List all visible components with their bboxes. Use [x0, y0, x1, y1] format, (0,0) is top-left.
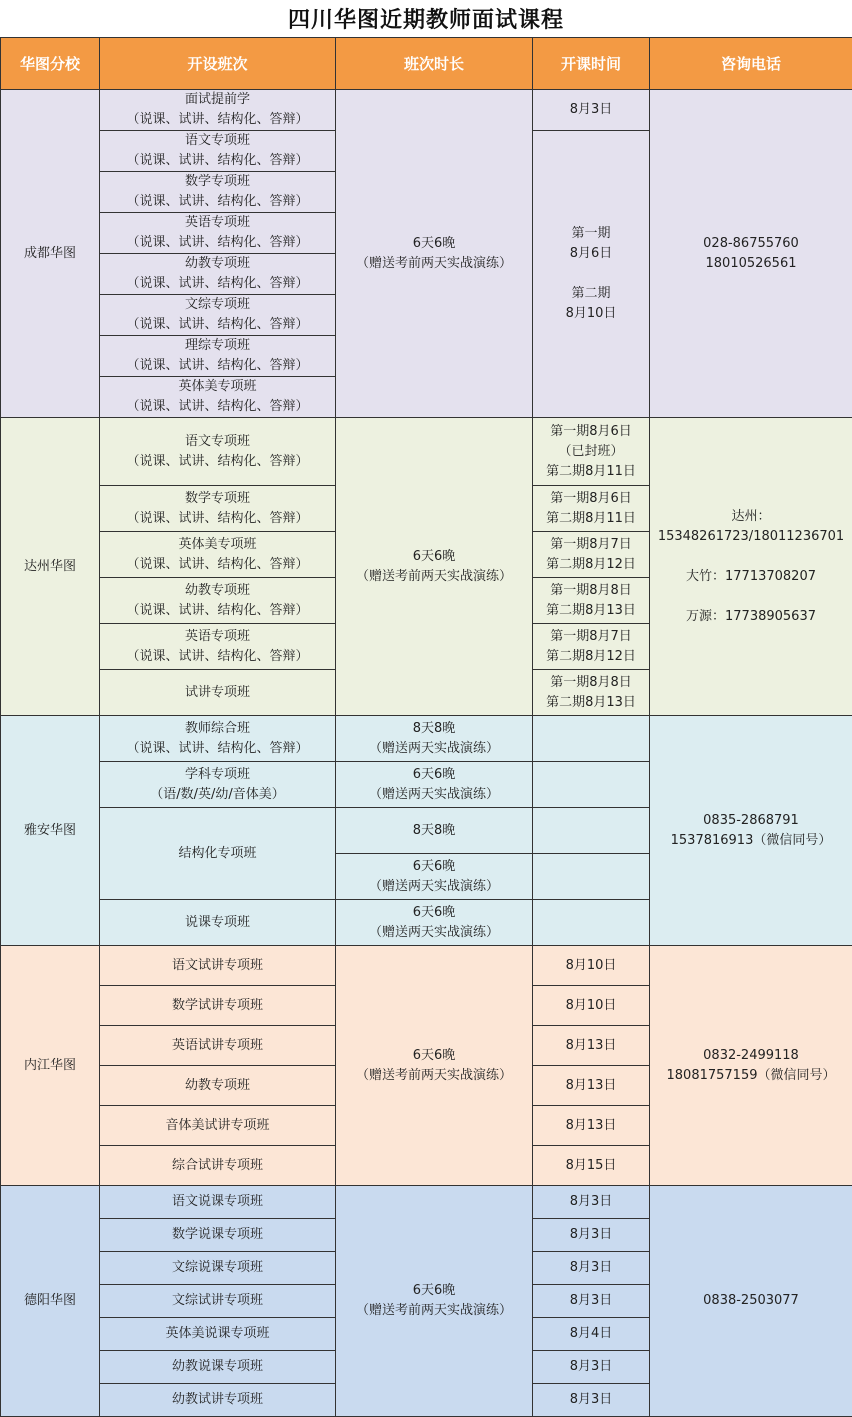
- start-cell: 第一期8月8日 第二期8月13日: [533, 670, 650, 716]
- duration-cell: 8天8晚: [336, 808, 533, 854]
- page-title: 四川华图近期教师面试课程: [0, 0, 852, 37]
- branch-neijiang: 内江华图: [1, 946, 100, 1186]
- header-row: [1, 38, 852, 90]
- class-cell: 说课专项班: [100, 900, 336, 946]
- class-cell: 数学专项班 （说课、试讲、结构化、答辩）: [100, 486, 336, 532]
- start-cell: 8月3日: [533, 1219, 650, 1252]
- branch-dazhou: 达州华图: [1, 418, 100, 716]
- start-cell: 8月3日: [533, 90, 650, 131]
- class-cell: 语文专项班 （说课、试讲、结构化、答辩）: [100, 131, 336, 172]
- class-cell: 理综专项班 （说课、试讲、结构化、答辩）: [100, 336, 336, 377]
- start-cell: 第一期8月7日 第二期8月12日: [533, 532, 650, 578]
- class-cell: 数学说课专项班: [100, 1219, 336, 1252]
- class-cell: 综合试讲专项班: [100, 1146, 336, 1186]
- class-cell: 数学专项班 （说课、试讲、结构化、答辩）: [100, 172, 336, 213]
- class-cell: 幼教专项班 （说课、试讲、结构化、答辩）: [100, 578, 336, 624]
- class-cell: 语文专项班 （说课、试讲、结构化、答辩）: [100, 418, 336, 486]
- class-cell: 英语试讲专项班: [100, 1026, 336, 1066]
- class-cell: 学科专项班 （语/数/英/幼/音体美）: [100, 762, 336, 808]
- start-cell: 第一期 8月6日 第二期 8月10日: [533, 131, 650, 418]
- duration-cell: 6天6晚 （赠送考前两天实战演练）: [336, 418, 533, 716]
- header-start: 开课时间: [533, 38, 650, 90]
- duration-cell: 6天6晚 （赠送考前两天实战演练）: [336, 1186, 533, 1417]
- branch-deyang: 德阳华图: [1, 1186, 100, 1417]
- start-cell: [533, 762, 650, 808]
- class-cell: 面试提前学 （说课、试讲、结构化、答辩）: [100, 90, 336, 131]
- header-duration: 班次时长: [336, 38, 533, 90]
- table-row: [1, 418, 852, 486]
- class-cell: 文综说课专项班: [100, 1252, 336, 1285]
- branch-chengdu: 成都华图: [1, 90, 100, 418]
- header-phone: 咨询电话: [650, 38, 852, 90]
- start-cell: 8月15日: [533, 1146, 650, 1186]
- table-row: [1, 716, 852, 762]
- class-cell: 文综试讲专项班: [100, 1285, 336, 1318]
- table-row: [1, 1186, 852, 1219]
- phone-cell: 0832-2499118 18081757159（微信同号）: [650, 946, 852, 1186]
- class-cell: 试讲专项班: [100, 670, 336, 716]
- start-cell: [533, 900, 650, 946]
- class-cell: 幼教专项班: [100, 1066, 336, 1106]
- start-cell: 8月13日: [533, 1106, 650, 1146]
- start-cell: 第一期8月6日 （已封班） 第二期8月11日: [533, 418, 650, 486]
- start-cell: 8月13日: [533, 1066, 650, 1106]
- duration-cell: 6天6晚 （赠送考前两天实战演练）: [336, 946, 533, 1186]
- table-row: [1, 946, 852, 986]
- phone-cell: 0838-2503077: [650, 1186, 852, 1417]
- header-classes: 开设班次: [100, 38, 336, 90]
- start-cell: [533, 808, 650, 854]
- class-cell: 幼教专项班 （说课、试讲、结构化、答辩）: [100, 254, 336, 295]
- class-cell: 英语专项班 （说课、试讲、结构化、答辩）: [100, 624, 336, 670]
- class-cell: 英体美专项班 （说课、试讲、结构化、答辩）: [100, 532, 336, 578]
- phone-cell: 028-86755760 18010526561: [650, 90, 852, 418]
- class-cell: 音体美试讲专项班: [100, 1106, 336, 1146]
- phone-cell: 达州： 15348261723/18011236701 大竹：17713708207 万源：17738905637: [650, 418, 852, 716]
- start-cell: 8月10日: [533, 946, 650, 986]
- start-cell: 8月10日: [533, 986, 650, 1026]
- duration-cell: 6天6晚 （赠送两天实战演练）: [336, 900, 533, 946]
- start-cell: 第一期8月8日 第二期8月13日: [533, 578, 650, 624]
- start-cell: 8月13日: [533, 1026, 650, 1066]
- table-row: [1, 90, 852, 131]
- start-cell: 8月3日: [533, 1252, 650, 1285]
- class-cell: 幼教说课专项班: [100, 1351, 336, 1384]
- start-cell: 第一期8月6日 第二期8月11日: [533, 486, 650, 532]
- duration-cell: 6天6晚 （赠送两天实战演练）: [336, 854, 533, 900]
- duration-cell: 6天6晚 （赠送考前两天实战演练）: [336, 90, 533, 418]
- class-cell: 英体美说课专项班: [100, 1318, 336, 1351]
- header-branch: 华图分校: [1, 38, 100, 90]
- start-cell: 8月4日: [533, 1318, 650, 1351]
- class-cell: 数学试讲专项班: [100, 986, 336, 1026]
- start-cell: [533, 854, 650, 900]
- duration-cell: 6天6晚 （赠送两天实战演练）: [336, 762, 533, 808]
- duration-cell: 8天8晚 （赠送两天实战演练）: [336, 716, 533, 762]
- start-cell: 8月3日: [533, 1384, 650, 1417]
- course-table: [0, 37, 852, 1417]
- class-cell: 结构化专项班: [100, 808, 336, 900]
- start-cell: 8月3日: [533, 1186, 650, 1219]
- class-cell: 语文说课专项班: [100, 1186, 336, 1219]
- start-cell: 8月3日: [533, 1285, 650, 1318]
- class-cell: 教师综合班 （说课、试讲、结构化、答辩）: [100, 716, 336, 762]
- branch-yaan: 雅安华图: [1, 716, 100, 946]
- start-cell: [533, 716, 650, 762]
- class-cell: 语文试讲专项班: [100, 946, 336, 986]
- class-cell: 英语专项班 （说课、试讲、结构化、答辩）: [100, 213, 336, 254]
- start-cell: 第一期8月7日 第二期8月12日: [533, 624, 650, 670]
- class-cell: 英体美专项班 （说课、试讲、结构化、答辩）: [100, 377, 336, 418]
- start-cell: 8月3日: [533, 1351, 650, 1384]
- class-cell: 幼教试讲专项班: [100, 1384, 336, 1417]
- phone-cell: 0835-2868791 1537816913（微信同号）: [650, 716, 852, 946]
- class-cell: 文综专项班 （说课、试讲、结构化、答辩）: [100, 295, 336, 336]
